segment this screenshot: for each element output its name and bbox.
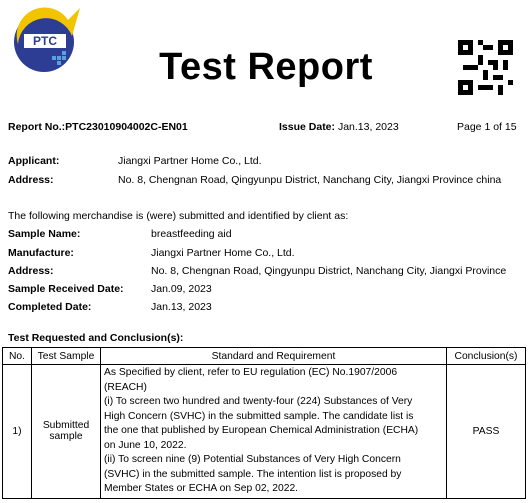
qr-code-icon [458, 40, 513, 95]
received-date-value: Jan.09, 2023 [151, 283, 212, 295]
row-conclusion: PASS [447, 365, 526, 499]
completed-date-label: Completed Date: [8, 301, 92, 313]
standard-line: (ii) To screen nine (9) Potential Substances of Very High Concern [104, 454, 401, 465]
applicant-label: Applicant: [8, 155, 60, 167]
sample-name-value: breastfeeding aid [151, 228, 232, 240]
logo-text: PTC [33, 34, 57, 48]
manufacture-address-label: Address: [8, 265, 54, 277]
standard-line: on June 10, 2022. [104, 439, 187, 451]
standard-line: (SVHC) in the submitted sample. The intention list is proposed by [104, 468, 402, 480]
standard-line: As Specified by client, refer to EU regulation (EC) No.1907/2006 [104, 367, 398, 378]
report-title: Test Report [159, 46, 373, 88]
report-number: Report No.:PTC23010904002C-EN01 [8, 121, 188, 133]
manufacture-label: Manufacture: [8, 247, 74, 259]
col-conclusion: Conclusion(s) [447, 348, 526, 365]
completed-date-value: Jan.13, 2023 [151, 301, 212, 313]
table-row [3, 365, 526, 499]
issue-date [279, 121, 399, 133]
standard-line: (REACH) [104, 381, 147, 393]
applicant-address-label: Address: [8, 174, 54, 186]
col-standard: Standard and Requirement [101, 348, 447, 365]
standard-line: High Concern (SVHC) in the submitted sample. The candidate list is [104, 410, 414, 422]
standard-line: Member States or ECHA on Sep 02, 2022. [104, 483, 299, 494]
applicant-value: Jiangxi Partner Home Co., Ltd. [118, 155, 262, 167]
received-date-label: Sample Received Date: [8, 283, 124, 295]
sample-name-label: Sample Name: [8, 228, 81, 240]
row-no: 1) [3, 365, 32, 499]
col-test-sample: Test Sample [32, 348, 101, 365]
row-sample: Submitted sample [32, 365, 101, 499]
manufacture-address-value: No. 8, Chengnan Road, Qingyunpu District, Nanchang City, Jiangxi Province [151, 265, 507, 277]
issue-date-label: Issue Date: [279, 121, 336, 133]
page-number: Page 1 of 15 [457, 121, 517, 133]
test-table [2, 347, 526, 499]
applicant-address-value: No. 8, Chengnan Road, Qingyunpu District, Nanchang City, Jiangxi Province china [118, 174, 502, 186]
manufacture-value: Jiangxi Partner Home Co., Ltd. [151, 247, 295, 259]
standard-line: the one that published by European Chemical Administration (ECHA) [104, 425, 419, 436]
col-no: No. [3, 348, 32, 365]
issue-date-value: Jan.13, 2023 [337, 121, 399, 133]
table-header-row [3, 348, 526, 365]
sample-intro: The following merchandise is (were) submitted and identified by client as: [8, 210, 349, 222]
standard-line: (i) To screen two hundred and twenty-four (224) Substances of Very [104, 396, 413, 407]
test-section-title: Test Requested and Conclusion(s): [8, 332, 184, 344]
row-standard [101, 365, 447, 499]
